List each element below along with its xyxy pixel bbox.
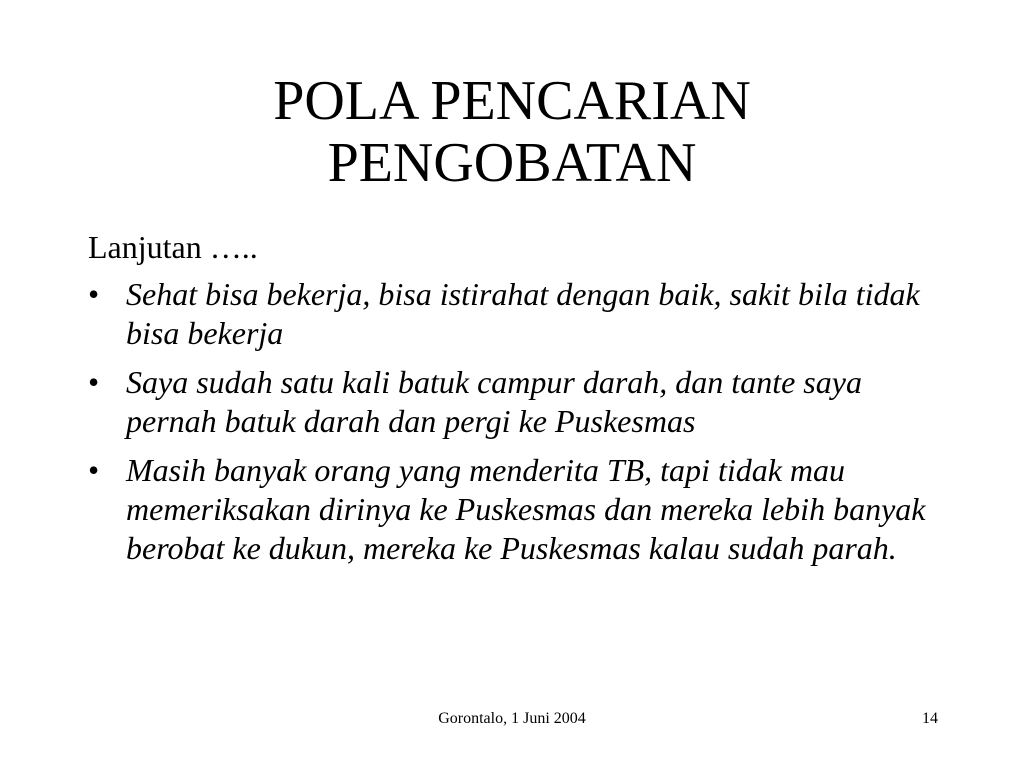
bullet-item-1 bbox=[88, 275, 948, 353]
slide-title-line-2: PENGOBATAN bbox=[327, 132, 697, 194]
slide-title bbox=[0, 70, 1024, 194]
bullet-text-2: Saya sudah satu kali batuk campur darah, dan tante saya pernah batuk darah dan pergi ke Puskesmas bbox=[126, 364, 862, 439]
bullet-icon: • bbox=[88, 364, 100, 400]
bullet-icon: • bbox=[88, 276, 100, 312]
footer-date-location: Gorontalo, 1 Juni 2004 bbox=[438, 710, 586, 727]
bullet-text-1: Sehat bisa bekerja, bisa istirahat dengan baik, sakit bila tidak bisa bekerja bbox=[126, 276, 920, 351]
slide-title-line-1: POLA PENCARIAN bbox=[273, 70, 751, 132]
page-number: 14 bbox=[922, 710, 938, 727]
intro-text: Lanjutan ….. bbox=[88, 229, 258, 265]
bullet-item-3 bbox=[88, 451, 948, 568]
bullet-item-2 bbox=[88, 363, 948, 441]
bullet-icon: • bbox=[88, 452, 100, 488]
bullet-text-3: Masih banyak orang yang menderita TB, tapi tidak mau memeriksakan dirinya ke Puskesmas dan mereka lebih banyak berobat ke dukun, mereka ke Puskesmas kalau sudah parah. bbox=[126, 452, 926, 566]
bullet-list bbox=[88, 275, 948, 568]
slide-body bbox=[88, 228, 948, 578]
